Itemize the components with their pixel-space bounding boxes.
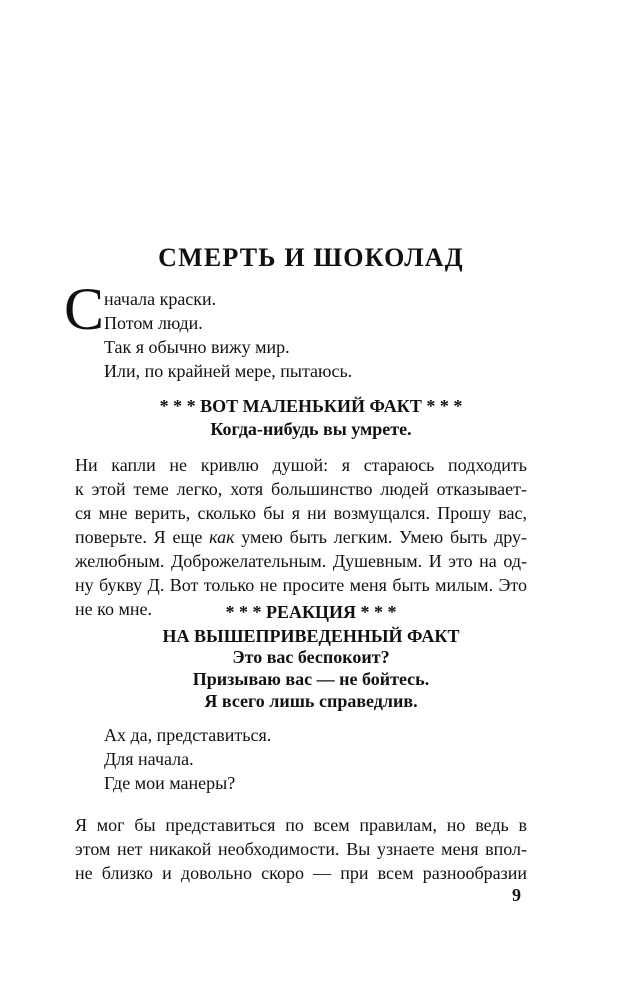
reaction-heading: * * * РЕАКЦИЯ * * *	[225, 602, 397, 622]
reaction-line: Это вас беспокоит?	[232, 647, 390, 667]
intro-line: Потом люди.	[104, 313, 203, 333]
paragraph-line: желюбным. Доброжелательным. Душевным. И это на од-	[75, 551, 527, 571]
paragraph-line: Я мог бы представиться по всем правилам, но ведь в	[75, 815, 527, 835]
fact-text: Когда-нибудь вы умрете.	[210, 419, 412, 439]
chapter-title: СМЕРТЬ И ШОКОЛАД	[158, 243, 464, 272]
reaction-line: Призываю вас — не бойтесь.	[192, 669, 430, 689]
text-run: поверьте. Я еще	[75, 527, 210, 547]
reaction-heading: НА ВЫШЕПРИВЕДЕННЫЙ ФАКТ	[162, 626, 460, 646]
fact-heading: * * * ВОТ МАЛЕНЬКИЙ ФАКТ * * *	[159, 396, 463, 416]
paragraph-line: ся мне верить, сколько бы я ни возмущался. Прошу вас,	[75, 503, 527, 523]
paragraph-line: этом нет никакой необходимости. Вы узнаете меня впол-	[75, 839, 527, 859]
intro-line: Так я обычно вижу мир.	[104, 337, 290, 357]
paragraph-line: не близко и довольно скоро — при всем разнообразии	[75, 863, 527, 883]
intro-line: Ах да, представиться.	[104, 725, 272, 745]
paragraph-line: не ко мне.	[75, 599, 152, 619]
emphasis-word: как	[209, 527, 235, 547]
drop-cap-letter: С	[64, 276, 105, 342]
intro-line: Или, по крайней мере, пытаюсь.	[104, 361, 353, 381]
intro-line: Для начала.	[104, 749, 194, 769]
intro-line: начала краски.	[104, 289, 217, 309]
reaction-line: Я всего лишь справедлив.	[204, 691, 418, 711]
paragraph-line: Ни капли не кривлю душой: я стараюсь подходить	[75, 455, 527, 475]
text-run: умею быть легким. Умею быть дру-	[234, 527, 527, 547]
paragraph-line	[75, 525, 527, 549]
intro-line: Где мои манеры?	[104, 773, 236, 793]
paragraph-line: ну букву Д. Вот только не просите меня быть милым. Это	[75, 575, 527, 595]
paragraph-line: к этой теме легко, хотя большинство людей отказывает-	[75, 479, 527, 499]
page-number: 9	[512, 885, 521, 905]
